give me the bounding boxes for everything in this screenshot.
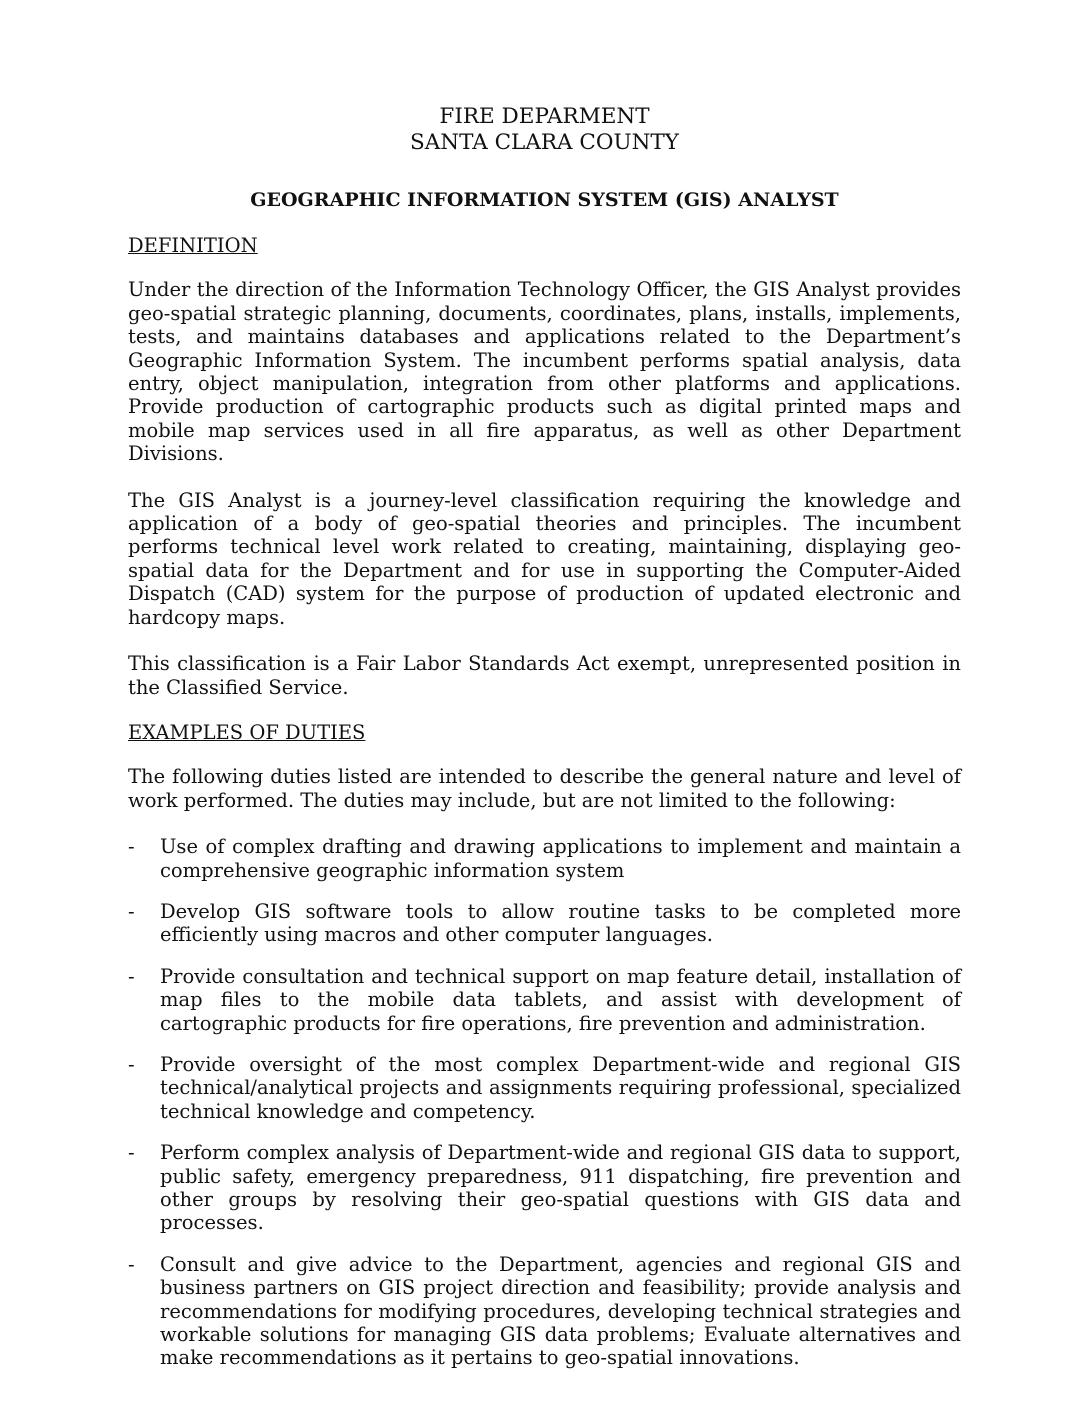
definition-heading: DEFINITION xyxy=(128,234,258,257)
definition-paragraph: The GIS Analyst is a journey-level classification requiring the knowledge and application of a body of geo-spatial theories and principles. The incumbent performs technical level work related to creating, maintaining, displaying geo-spatial data for the Department and for use in supporting the Computer-Aided Dispatch (CAD) system for the purpose of production of updated electronic and hardcopy maps. xyxy=(128,488,961,629)
duty-text: Provide consultation and technical support on map feature detail, installation of map files to the mobile data tablets, and assist with development of cartographic products for fire operations, fire prevention and administration. xyxy=(160,964,961,1035)
definition-section xyxy=(128,234,961,699)
duty-item xyxy=(128,1053,961,1123)
duty-text: Perform complex analysis of Department-wide and regional GIS data to support, public safety, emergency preparedness, 911 dispatching, fire prevention and other groups by resolving their geo-spatial questions with GIS data and processes. xyxy=(160,1141,961,1235)
duty-text: Use of complex drafting and drawing applications to implement and maintain a comprehensive geographic information system xyxy=(160,835,961,882)
definition-paragraph: Under the direction of the Information Technology Officer, the GIS Analyst provides geo-spatial strategic planning, documents, coordinates, plans, installs, implements, tests, and maintains databases and applications related to the Department’s Geographic Information System. The incumbent performs spatial analysis, data entry, object manipulation, integration from other platforms and applications. Provide production of cartographic products such as digital printed maps and mobile map services used in all fire apparatus, as well as other Department Divisions. xyxy=(128,278,961,466)
list-bullet: - xyxy=(128,1052,135,1076)
list-bullet: - xyxy=(128,835,135,859)
duties-heading: EXAMPLES OF DUTIES xyxy=(128,720,366,744)
duties-list xyxy=(128,835,961,1370)
duty-item xyxy=(128,900,961,947)
duty-text: Consult and give advice to the Department, agencies and regional GIS and business partners on GIS project direction and feasibility; provide analysis and recommendations for modifying procedures, developing technical strategies and workable solutions for managing GIS data problems; Evaluate alternatives and make recommendations as it pertains to geo-spatial innovations. xyxy=(160,1252,961,1370)
duties-section xyxy=(128,721,961,1370)
duty-item xyxy=(128,835,961,882)
duty-text: Develop GIS software tools to allow routine tasks to be completed more efficiently using macros and other computer languages. xyxy=(160,899,961,947)
document-page xyxy=(128,96,961,1388)
duty-item xyxy=(128,1253,961,1370)
list-bullet: - xyxy=(128,1141,135,1165)
duty-text: Provide oversight of the most complex Department-wide and regional GIS technical/analytical projects and assignments requiring professional, specialized technical knowledge and competency. xyxy=(160,1052,961,1123)
list-bullet: - xyxy=(128,899,135,923)
list-bullet: - xyxy=(128,964,135,988)
document-header xyxy=(128,104,961,156)
list-bullet: - xyxy=(128,1252,135,1276)
job-title: GEOGRAPHIC INFORMATION SYSTEM (GIS) ANALYST xyxy=(250,189,839,211)
department-name: FIRE DEPARMENT xyxy=(439,104,650,129)
county-name: SANTA CLARA COUNTY xyxy=(410,130,679,155)
definition-paragraph: This classification is a Fair Labor Standards Act exempt, unrepresented position in the Classified Service. xyxy=(128,652,961,699)
duties-intro: The following duties listed are intended to describe the general nature and level of work performed. The duties may include, but are not limited to the following: xyxy=(128,765,961,812)
duty-item xyxy=(128,1141,961,1235)
duty-item xyxy=(128,965,961,1035)
